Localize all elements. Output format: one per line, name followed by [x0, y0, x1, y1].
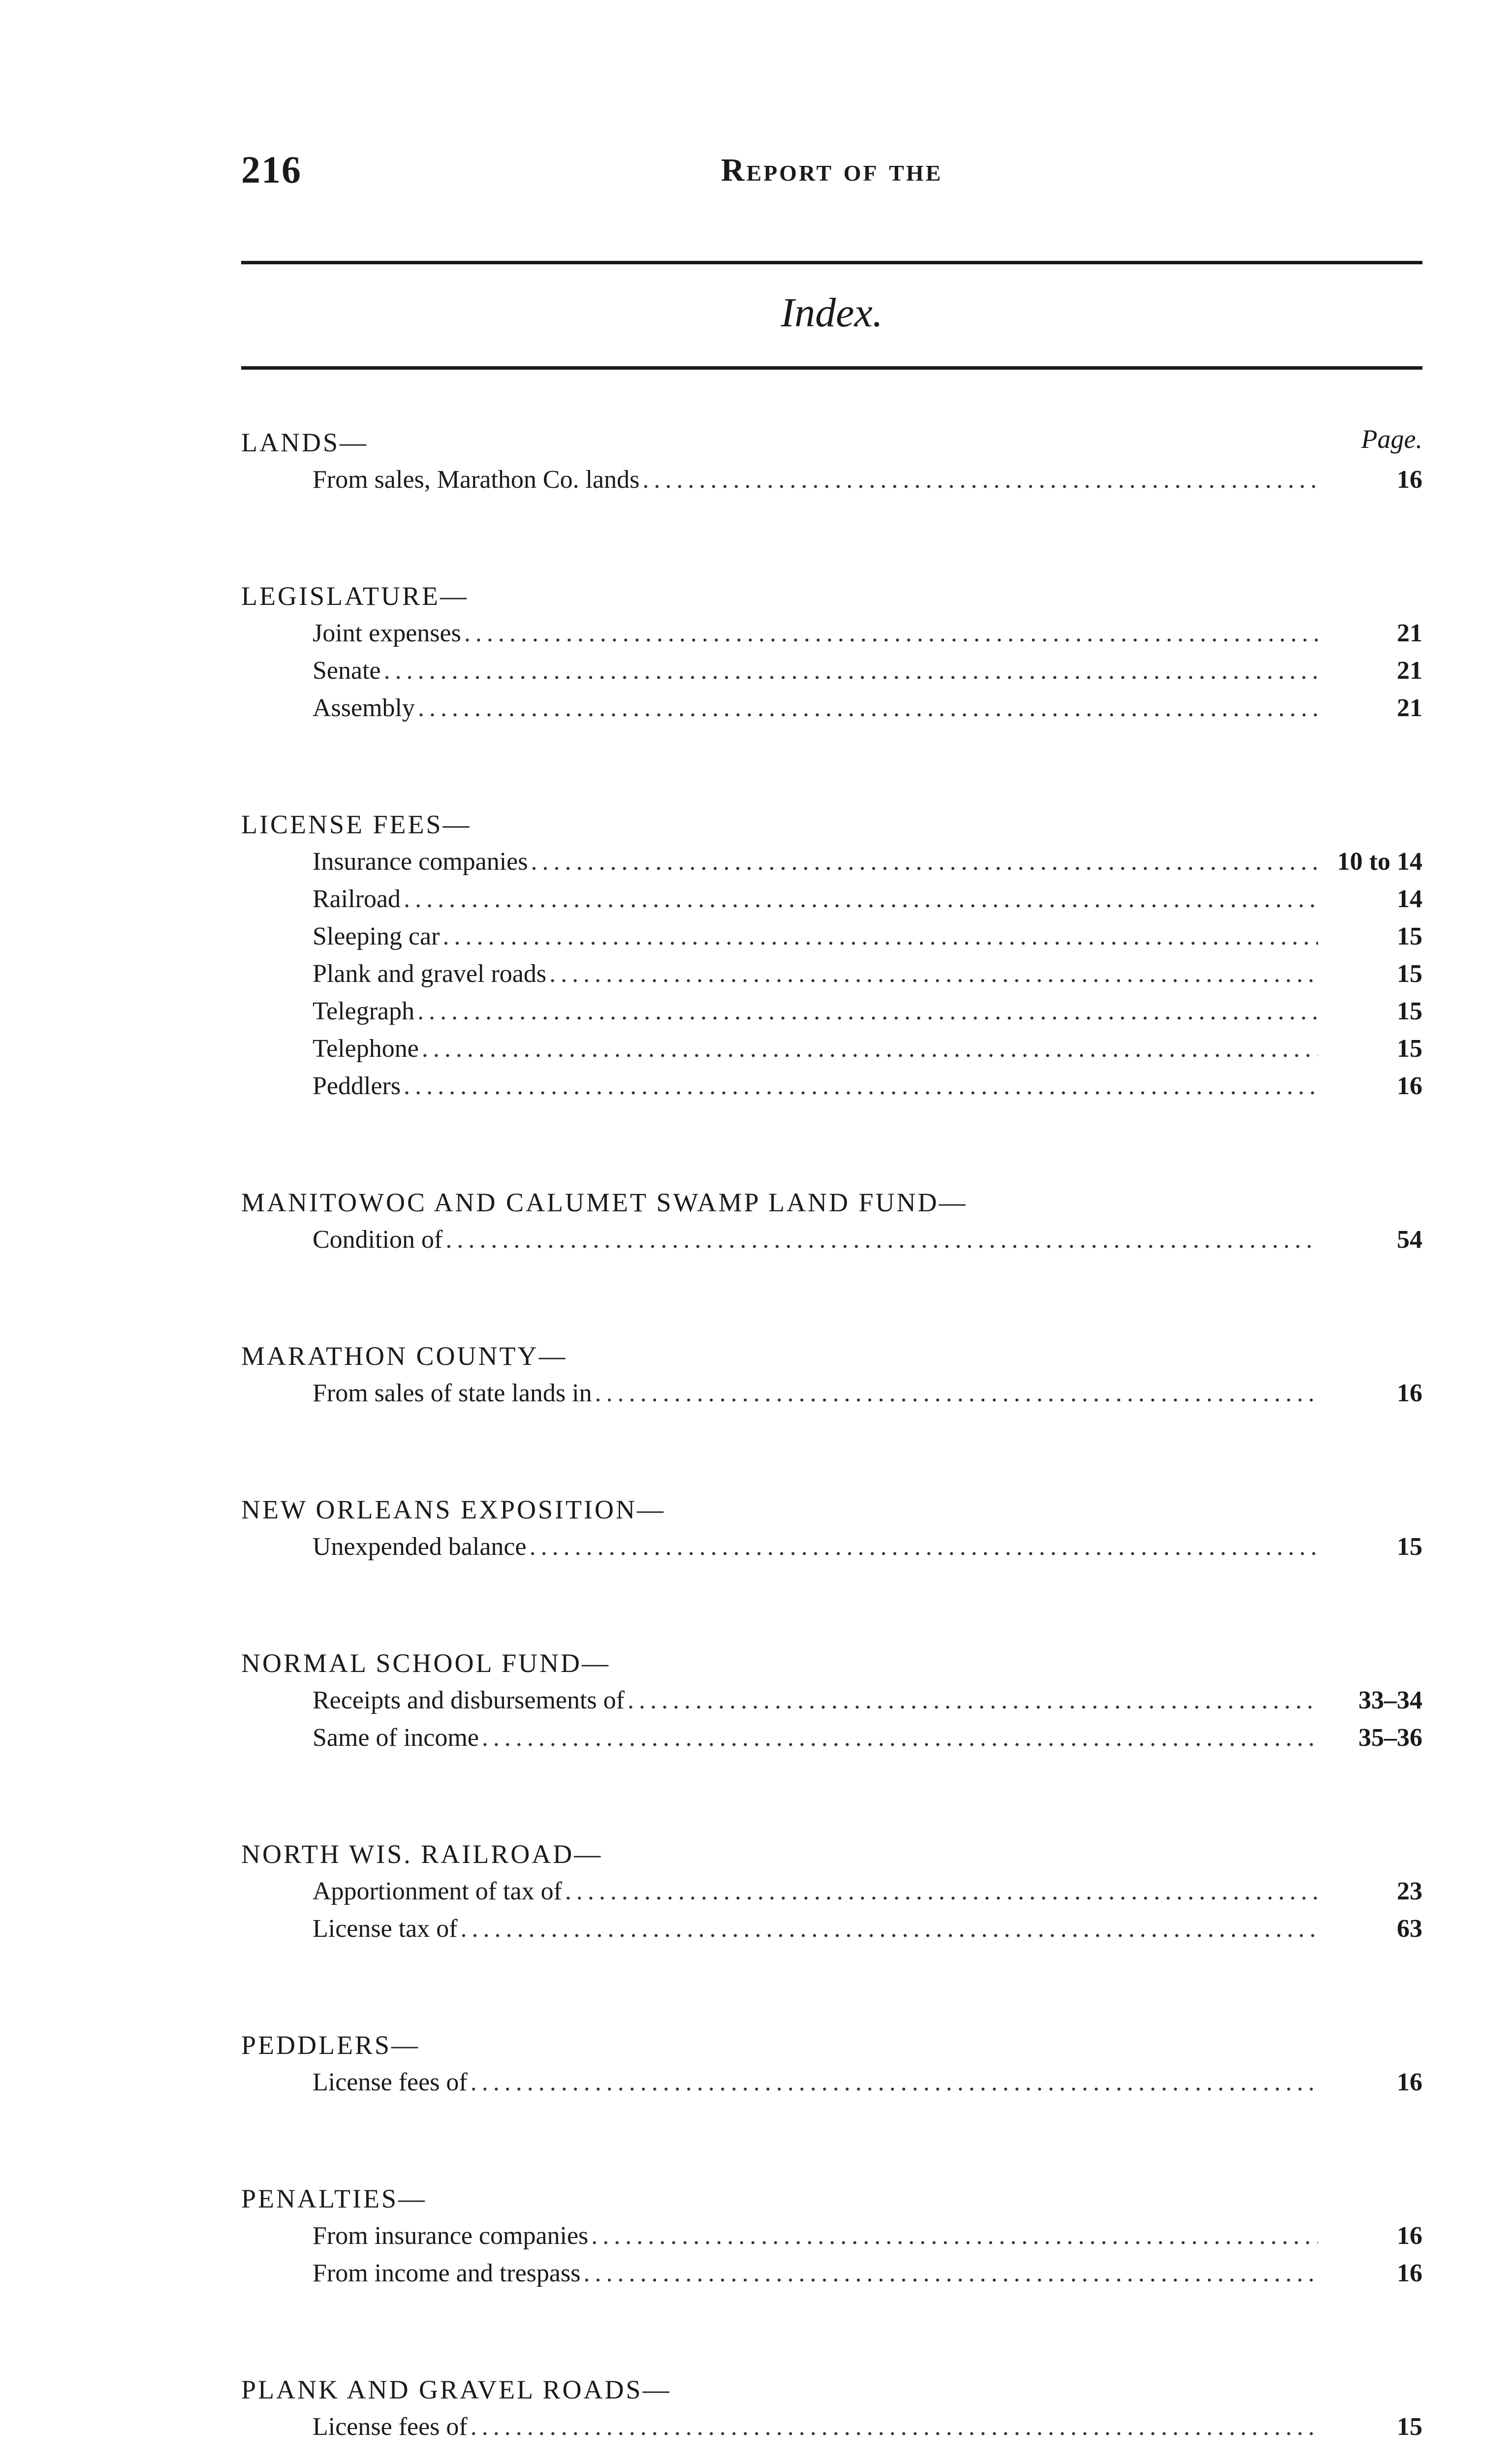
index-line-label: Peddlers [313, 1072, 401, 1100]
index-line-page: 15 [1397, 997, 1422, 1025]
index-line-page: 15 [1397, 1533, 1422, 1561]
dot-leader [471, 2064, 1318, 2101]
index-line-label: Unexpended balance [313, 1533, 527, 1561]
index-line [241, 881, 1422, 918]
index-line [241, 652, 1422, 690]
index-line-page: 10 to 14 [1337, 848, 1422, 876]
index-line-page: 35–36 [1358, 1724, 1422, 1752]
index-line [241, 2217, 1422, 2255]
dot-leader [417, 993, 1318, 1030]
dot-leader [404, 881, 1318, 918]
dot-leader [445, 1221, 1318, 1259]
dot-leader [471, 2408, 1318, 2446]
index-line-page: 63 [1397, 1915, 1422, 1943]
dot-leader [642, 461, 1318, 499]
index-line-page: 54 [1397, 1226, 1422, 1254]
index-line-label: Senate [313, 657, 381, 685]
index-line [241, 993, 1422, 1030]
index-line [241, 2064, 1422, 2101]
top-rule [241, 261, 1422, 264]
dot-leader [482, 1719, 1318, 1757]
index-line [241, 1375, 1422, 1412]
index-line-page: 16 [1397, 2068, 1422, 2096]
index-heading: PEDDLERS— [241, 2030, 420, 2060]
dot-leader [583, 2255, 1318, 2292]
dot-leader [442, 918, 1318, 955]
dot-leader [530, 1528, 1318, 1566]
dot-leader [549, 955, 1318, 993]
section-title: Index. [781, 290, 883, 336]
dot-leader [422, 1030, 1318, 1068]
index-line-label: Insurance companies [313, 848, 528, 876]
index-line-label: Joint expenses [313, 619, 461, 647]
page-header [241, 148, 1422, 202]
index-page [241, 148, 1422, 2461]
index-line [241, 843, 1422, 881]
dot-leader [591, 2217, 1318, 2255]
index-line-page: 33–34 [1358, 1686, 1422, 1714]
index-line-label: Railroad [313, 885, 401, 913]
index-heading: MARATHON COUNTY— [241, 1341, 567, 1371]
index-line-page: 23 [1397, 1877, 1422, 1905]
page-column-label: Page. [1361, 424, 1422, 454]
index-line-page: 21 [1397, 694, 1422, 722]
index-entry [241, 577, 1422, 727]
index-line-page: 16 [1397, 1072, 1422, 1100]
index-entry [241, 1491, 1422, 1566]
index-heading: LEGISLATURE— [241, 581, 469, 611]
index-line [241, 1221, 1422, 1259]
index-line-label: Plank and gravel roads [313, 960, 547, 988]
index-line-label: From income and trespass [313, 2259, 581, 2287]
index-entry [241, 1644, 1422, 1757]
index-line-label: Condition of [313, 1226, 443, 1254]
index-entry [241, 1184, 1422, 1259]
index-line [241, 2408, 1422, 2446]
index-entry [241, 1337, 1422, 1412]
index-line [241, 615, 1422, 652]
index-heading: PLANK AND GRAVEL ROADS— [241, 2375, 671, 2404]
index-line-label: License fees of [313, 2413, 468, 2441]
bottom-rule [241, 366, 1422, 370]
index-entry [241, 2180, 1422, 2292]
index-entry [241, 1835, 1422, 1948]
index-heading: NEW ORLEANS EXPOSITION— [241, 1495, 665, 1524]
index-line-page: 15 [1397, 2413, 1422, 2441]
index-line-page: 14 [1397, 885, 1422, 913]
index-line-page: 15 [1397, 922, 1422, 950]
index-line-page: 16 [1397, 2222, 1422, 2250]
index-line [241, 1030, 1422, 1068]
index-heading: NORMAL SCHOOL FUND— [241, 1648, 611, 1678]
index-line-label: From sales of state lands in [313, 1379, 592, 1407]
index-entry [241, 2371, 1422, 2446]
running-head: Report of the [721, 152, 943, 188]
index-line-page: 15 [1397, 1035, 1422, 1063]
index-line-label: From sales, Marathon Co. lands [313, 466, 640, 494]
index-line-label: Apportionment of tax of [313, 1877, 562, 1905]
dot-leader [628, 1682, 1318, 1719]
dot-leader [565, 1873, 1318, 1910]
dot-leader [464, 615, 1318, 652]
index-body [241, 424, 1422, 2446]
index-line-label: Telephone [313, 1035, 419, 1063]
index-entry [241, 424, 1422, 499]
index-heading: NORTH WIS. RAILROAD— [241, 1839, 603, 1869]
index-line-page: 16 [1397, 2259, 1422, 2287]
index-heading: LANDS— [241, 428, 369, 457]
index-line [241, 1068, 1422, 1105]
index-line-page: 15 [1397, 960, 1422, 988]
index-line [241, 1682, 1422, 1719]
dot-leader [461, 1910, 1318, 1948]
index-line [241, 2255, 1422, 2292]
dot-leader [418, 690, 1318, 727]
index-line-label: Same of income [313, 1724, 479, 1752]
index-line [241, 461, 1422, 499]
index-line [241, 690, 1422, 727]
index-heading: PENALTIES— [241, 2184, 427, 2213]
index-entry [241, 806, 1422, 1105]
index-line-label: License tax of [313, 1915, 458, 1943]
index-line [241, 1528, 1422, 1566]
index-line-label: Telegraph [313, 997, 415, 1025]
page-number: 216 [241, 148, 302, 191]
index-line [241, 918, 1422, 955]
index-line-page: 16 [1397, 466, 1422, 494]
dot-leader [404, 1068, 1318, 1105]
index-line-page: 16 [1397, 1379, 1422, 1407]
index-line-label: Assembly [313, 694, 415, 722]
dot-leader [595, 1375, 1318, 1412]
index-line-page: 21 [1397, 619, 1422, 647]
index-line [241, 1910, 1422, 1948]
index-line-page: 21 [1397, 657, 1422, 685]
index-line [241, 1873, 1422, 1910]
index-entry [241, 2026, 1422, 2101]
index-line-label: License fees of [313, 2068, 468, 2096]
index-line-label: From insurance companies [313, 2222, 589, 2250]
index-line-label: Receipts and disbursements of [313, 1686, 625, 1714]
index-line [241, 1719, 1422, 1757]
index-heading: LICENSE FEES— [241, 810, 472, 839]
dot-leader [531, 843, 1318, 881]
dot-leader [384, 652, 1318, 690]
index-line-label: Sleeping car [313, 922, 440, 950]
index-heading: MANITOWOC AND CALUMET SWAMP LAND FUND— [241, 1188, 968, 1217]
index-line [241, 955, 1422, 993]
